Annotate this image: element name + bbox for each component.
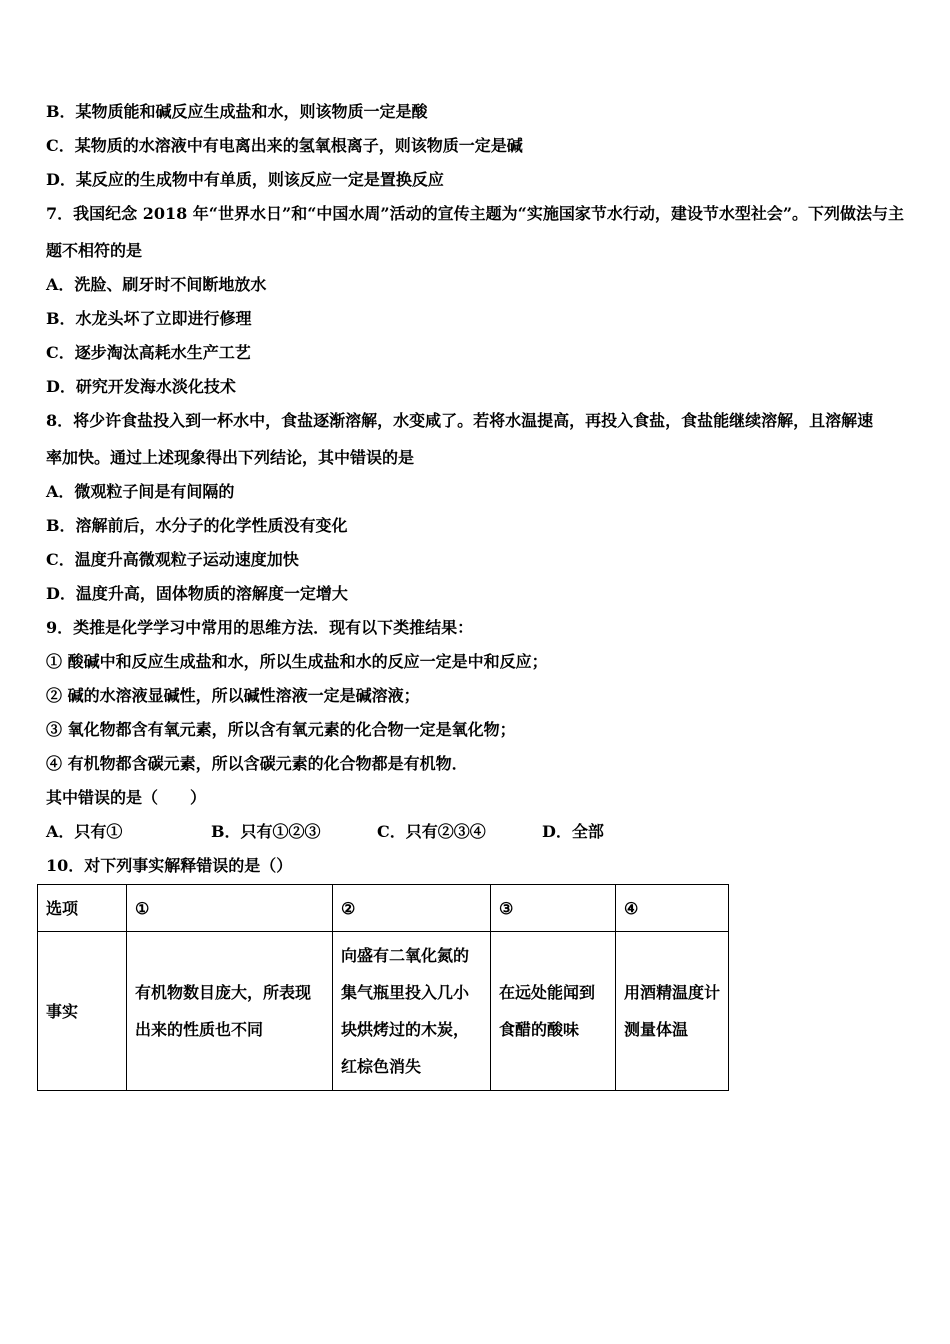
q9-option-d: D．全部 [542, 822, 604, 841]
q9-choices [46, 820, 908, 854]
q7-stem-line2: 题不相符的是 [46, 241, 143, 260]
q9-ask: 其中错误的是（ ） [46, 788, 207, 807]
q9-option-a: A．只有① [46, 822, 123, 841]
table-cell: 有机物数目庞大，所表现出来的性质也不同 [127, 932, 333, 1091]
q6-option-b: B．某物质能和碱反应生成盐和水，则该物质一定是酸 [46, 102, 428, 121]
table-header-cell: ③ [491, 885, 616, 932]
table-cell: 向盛有二氧化氮的集气瓶里投入几小块烘烤过的木炭，红棕色消失 [333, 932, 491, 1091]
q8-option-c: C．温度升高微观粒子运动速度加快 [46, 550, 299, 569]
table-header-cell: ① [127, 885, 333, 932]
q9-statement-2: ② 碱的水溶液显碱性，所以碱性溶液一定是碱溶液； [46, 686, 420, 705]
table-header-cell: ② [333, 885, 491, 932]
q9-option-c: C．只有②③④ [377, 822, 486, 841]
q8-option-b: B．溶解前后，水分子的化学性质没有变化 [46, 516, 348, 535]
q8-option-a: A．微观粒子间是有间隔的 [46, 482, 235, 501]
q9-statement-4: ④ 有机物都含碳元素，所以含碳元素的化合物都是有机物． [46, 754, 468, 773]
question-page [46, 100, 908, 888]
q7-stem-line1: 7．我国纪念 2018 年“世界水日”和“中国水周”活动的宣传主题为“实施国家节水行动，建设节水型社会”。下列做法与主 [46, 204, 905, 223]
table-header-cell: ④ [616, 885, 729, 932]
q8-stem-line2: 率加快。通过上述现象得出下列结论，其中错误的是 [46, 448, 415, 467]
q9-statement-1: ① 酸碱中和反应生成盐和水，所以生成盐和水的反应一定是中和反应； [46, 652, 548, 671]
table-cell: 用酒精温度计测量体温 [616, 932, 729, 1091]
table-header-row [38, 885, 729, 932]
q9-option-b: B．只有①②③ [211, 822, 321, 841]
q7-option-d: D．研究开发海水淡化技术 [46, 377, 236, 396]
table-row-label: 事实 [38, 932, 127, 1091]
q6-option-c: C．某物质的水溶液中有电离出来的氢氧根离子，则该物质一定是碱 [46, 136, 523, 155]
table-header-cell: 选项 [38, 885, 127, 932]
q9-stem: 9．类推是化学学习中常用的思维方法．现有以下类推结果： [46, 618, 474, 637]
q7-option-b: B．水龙头坏了立即进行修理 [46, 309, 252, 328]
q7-option-a: A．洗脸、刷牙时不间断地放水 [46, 275, 267, 294]
q8-stem-line1: 8．将少许食盐投入到一杯水中，食盐逐渐溶解，水变咸了。若将水温提高，再投入食盐，食盐能继续溶解，且溶解速 [46, 411, 874, 430]
q6-option-d: D．某反应的生成物中有单质，则该反应一定是置换反应 [46, 170, 444, 189]
q9-statement-3: ③ 氧化物都含有氧元素，所以含有氧元素的化合物一定是氧化物； [46, 720, 516, 739]
q10-stem: 10．对下列事实解释错误的是（） [46, 856, 293, 875]
table-row [38, 932, 729, 1091]
q8-option-d: D．温度升高，固体物质的溶解度一定增大 [46, 584, 348, 603]
q10-table [37, 884, 729, 1091]
table-cell: 在远处能闻到食醋的酸味 [491, 932, 616, 1091]
q7-option-c: C．逐步淘汰高耗水生产工艺 [46, 343, 251, 362]
